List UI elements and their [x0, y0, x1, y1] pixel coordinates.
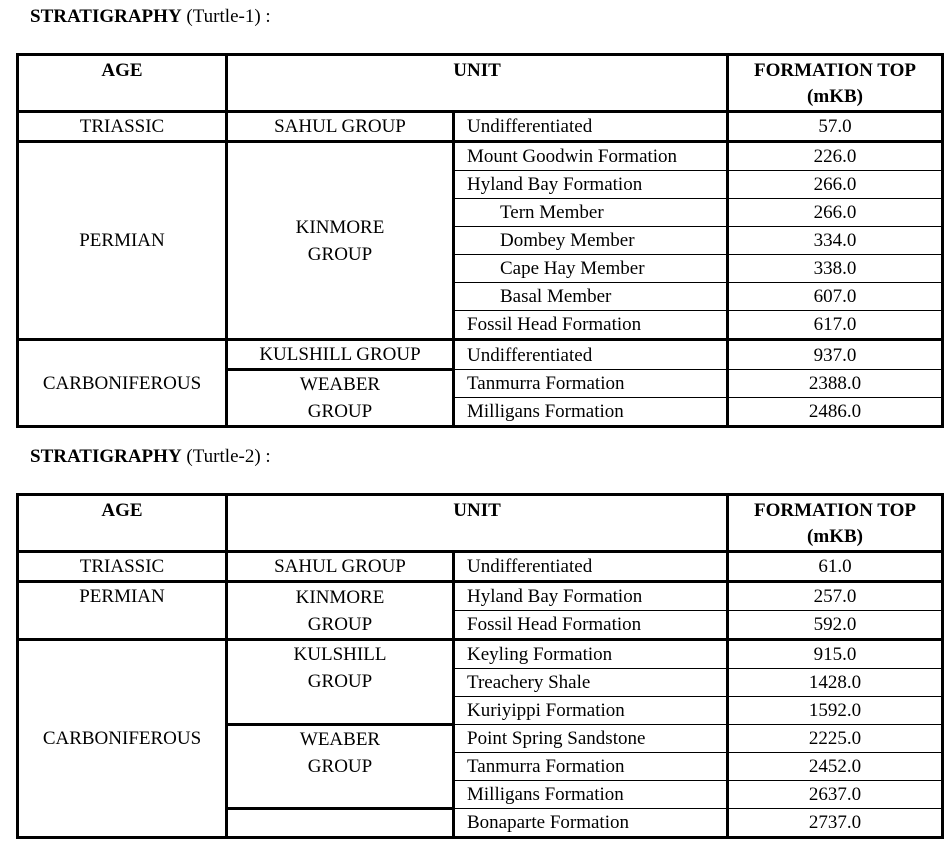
- group-kulshill-line2: GROUP: [307, 671, 373, 692]
- age-triassic: TRIASSIC: [18, 552, 227, 582]
- table-header-row: [18, 55, 943, 112]
- caption-well: (Turtle-2) :: [181, 446, 271, 467]
- age-triassic: TRIASSIC: [18, 112, 227, 142]
- header-top-line2: (mKB): [807, 526, 863, 547]
- group-kinmore-line2: GROUP: [307, 613, 373, 635]
- group-weaber-line2: GROUP: [307, 756, 373, 777]
- unit-cell: Hyland Bay Formation: [454, 582, 728, 611]
- age-permian: PERMIAN: [18, 142, 227, 340]
- header-formation-top: [728, 495, 943, 552]
- header-unit: UNIT: [227, 55, 728, 112]
- unit-cell: Milligans Formation: [454, 398, 728, 427]
- header-top-line1: FORMATION TOP: [753, 60, 917, 81]
- header-age: AGE: [18, 55, 227, 112]
- unit-cell: Mount Goodwin Formation: [454, 142, 728, 171]
- unit-cell: Tanmurra Formation: [454, 370, 728, 398]
- header-top-line2: (mKB): [807, 86, 863, 107]
- top-cell: 2637.0: [728, 781, 943, 809]
- table-header-row: [18, 495, 943, 552]
- unit-cell: Keyling Formation: [454, 640, 728, 669]
- unit-cell: Fossil Head Formation: [454, 611, 728, 640]
- unit-cell: Basal Member: [454, 283, 728, 311]
- table-row: [18, 112, 943, 142]
- stratigraphy-table-turtle-2: [16, 493, 944, 839]
- group-weaber-line1: WEABER: [299, 729, 381, 750]
- top-cell: 2452.0: [728, 753, 943, 781]
- section-caption-turtle-2: [30, 446, 271, 468]
- top-cell: 338.0: [728, 255, 943, 283]
- group-kulshill-line1: KULSHILL: [293, 644, 387, 665]
- section-caption-turtle-1: [30, 6, 271, 28]
- header-unit: UNIT: [227, 495, 728, 552]
- unit-cell: Kuriyippi Formation: [454, 697, 728, 725]
- table-row: [18, 640, 943, 669]
- header-age: AGE: [18, 495, 227, 552]
- group-kulshill: KULSHILL GROUP: [227, 340, 454, 370]
- top-cell: 1428.0: [728, 669, 943, 697]
- unit-cell: Bonaparte Formation: [454, 809, 728, 838]
- group-kinmore-line2: GROUP: [307, 243, 373, 265]
- top-cell: 334.0: [728, 227, 943, 255]
- table-row: [18, 340, 943, 370]
- group-kinmore: [227, 142, 454, 340]
- unit-cell: Cape Hay Member: [454, 255, 728, 283]
- table-row: [18, 582, 943, 611]
- caption-bold: STRATIGRAPHY: [30, 6, 182, 27]
- header-formation-top: [728, 55, 943, 112]
- group-empty: [227, 809, 454, 838]
- top-cell: 61.0: [728, 552, 943, 582]
- top-cell: 57.0: [728, 112, 943, 142]
- table-row: [18, 552, 943, 582]
- age-permian: PERMIAN: [18, 582, 227, 640]
- top-cell: 915.0: [728, 640, 943, 669]
- group-kinmore: [227, 582, 454, 640]
- unit-cell: Point Spring Sandstone: [454, 725, 728, 753]
- top-cell: 592.0: [728, 611, 943, 640]
- header-top-line1: FORMATION TOP: [753, 500, 917, 521]
- stratigraphy-table-turtle-1: [16, 53, 944, 428]
- table-row: [18, 142, 943, 171]
- group-kulshill: [227, 640, 454, 725]
- unit-cell: Dombey Member: [454, 227, 728, 255]
- group-weaber: [227, 370, 454, 427]
- caption-well: (Turtle-1) :: [181, 6, 271, 27]
- unit-cell: Tanmurra Formation: [454, 753, 728, 781]
- unit-cell: Undifferentiated: [454, 112, 728, 142]
- top-cell: 607.0: [728, 283, 943, 311]
- unit-cell: Undifferentiated: [454, 340, 728, 370]
- group-kinmore-line1: KINMORE: [295, 216, 385, 238]
- unit-cell: Hyland Bay Formation: [454, 171, 728, 199]
- group-weaber: [227, 725, 454, 809]
- top-cell: 937.0: [728, 340, 943, 370]
- age-carboniferous: CARBONIFEROUS: [18, 340, 227, 427]
- top-cell: 1592.0: [728, 697, 943, 725]
- group-sahul: SAHUL GROUP: [227, 552, 454, 582]
- group-weaber-line2: GROUP: [307, 401, 373, 422]
- group-weaber-line1: WEABER: [299, 374, 381, 395]
- age-carboniferous: CARBONIFEROUS: [18, 640, 227, 838]
- group-kinmore-line1: KINMORE: [295, 586, 385, 608]
- top-cell: 617.0: [728, 311, 943, 340]
- top-cell: 2388.0: [728, 370, 943, 398]
- group-sahul: SAHUL GROUP: [227, 112, 454, 142]
- top-cell: 226.0: [728, 142, 943, 171]
- unit-cell: Treachery Shale: [454, 669, 728, 697]
- top-cell: 266.0: [728, 199, 943, 227]
- caption-bold: STRATIGRAPHY: [30, 446, 182, 467]
- top-cell: 2486.0: [728, 398, 943, 427]
- unit-cell: Undifferentiated: [454, 552, 728, 582]
- unit-cell: Fossil Head Formation: [454, 311, 728, 340]
- top-cell: 2225.0: [728, 725, 943, 753]
- unit-cell: Milligans Formation: [454, 781, 728, 809]
- top-cell: 266.0: [728, 171, 943, 199]
- top-cell: 257.0: [728, 582, 943, 611]
- unit-cell: Tern Member: [454, 199, 728, 227]
- top-cell: 2737.0: [728, 809, 943, 838]
